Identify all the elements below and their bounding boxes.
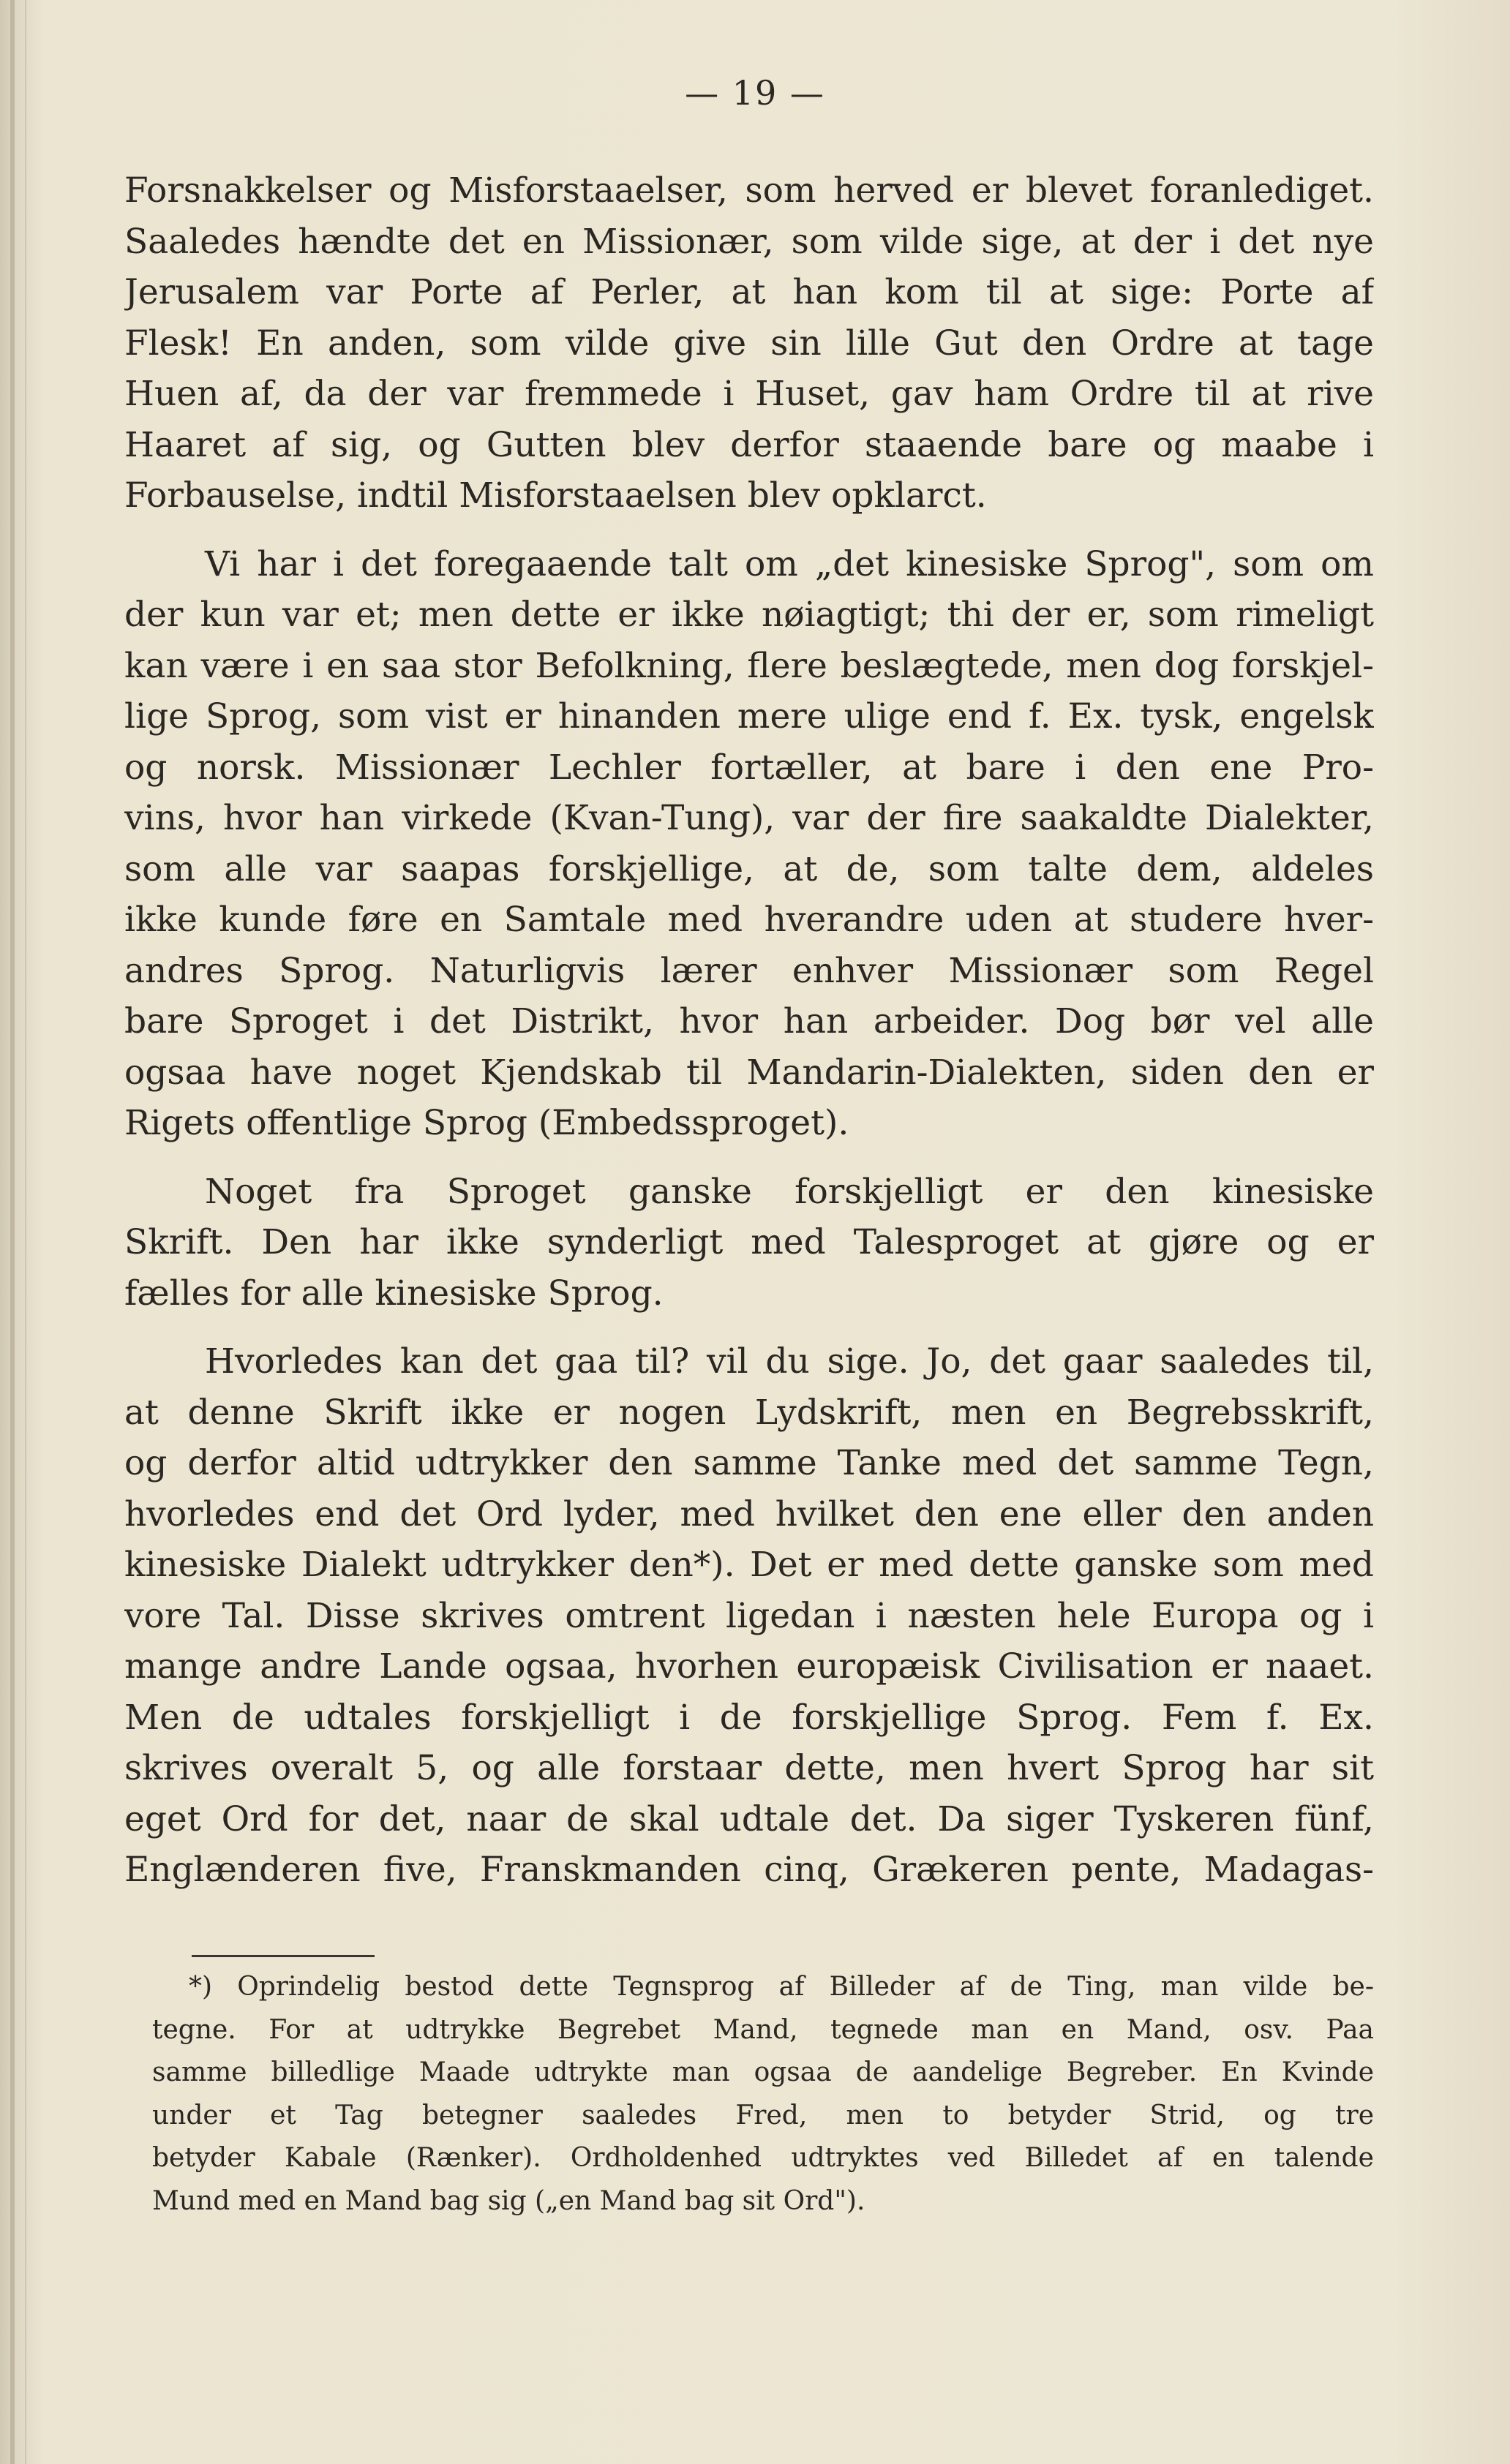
footnote-divider xyxy=(192,1955,375,1957)
text-line: Flesk! En anden, som vilde give sin lille Gut den Ordre at tage xyxy=(124,323,1374,363)
paragraph-4 xyxy=(124,1336,1374,1896)
text-line: Saaledes hændte det en Missionær, som vilde sige, at der i det nye xyxy=(124,221,1374,262)
text-line: kinesiske Dialekt udtrykker den*). Det er med dette ganske som med xyxy=(124,1545,1374,1585)
text-line: at denne Skrift ikke er nogen Lydskrift, men en Begrebsskrift, xyxy=(124,1392,1374,1433)
paragraph-1 xyxy=(124,165,1374,521)
text-line: Vi har i det foregaaende talt om „det kinesiske Sprog", som om xyxy=(205,543,1374,584)
text-line: Men de udtales forskjelligt i de forskjellige Sprog. Fem f. Ex. xyxy=(124,1697,1374,1738)
paragraph-2 xyxy=(124,539,1374,1149)
text-line: der kun var et; men dette er ikke nøiagtigt; thi der er, som rimeligt xyxy=(124,595,1374,635)
text-line: Forbauselse, indtil Misforstaaelsen blev opklarct. xyxy=(124,475,987,516)
footnote-line: betyder Kabale (Rænker). Ordholdenhed udtryktes ved Billedet af en talende xyxy=(152,2143,1374,2173)
text-line: Rigets offentlige Sprog (Embedssproget). xyxy=(124,1103,849,1143)
text-line: Hvorledes kan det gaa til? vil du sige. Jo, det gaar saaledes til, xyxy=(205,1341,1374,1382)
text-line: Jerusalem var Porte af Perler, at han kom til at sige: Porte af xyxy=(124,272,1374,312)
text-line: skrives overalt 5, og alle forstaar dette, men hvert Sprog har sit xyxy=(124,1748,1374,1788)
text-line: og norsk. Missionær Lechler fortæller, at bare i den ene Pro- xyxy=(124,747,1374,788)
text-line: og derfor altid udtrykker den samme Tanke med det samme Tegn, xyxy=(124,1443,1374,1483)
text-line: vore Tal. Disse skrives omtrent ligedan i næsten hele Europa og i xyxy=(124,1595,1374,1636)
text-line: fælles for alle kinesiske Sprog. xyxy=(124,1273,664,1314)
page-number: — 19 — xyxy=(685,73,825,113)
text-line: Englænderen five, Franskmanden cinq, Grækeren pente, Madagas- xyxy=(124,1850,1374,1890)
text-line: som alle var saapas forskjellige, at de, som talte dem, aldeles xyxy=(124,848,1374,889)
text-line: hvorledes end det Ord lyder, med hvilket den ene eller den anden xyxy=(124,1493,1374,1534)
text-line: Noget fra Sproget ganske forskjelligt er den kinesiske xyxy=(205,1171,1374,1212)
footnote xyxy=(152,1966,1374,2223)
footnote-line: under et Tag betegner saaledes Fred, men to betyder Strid, og tre xyxy=(152,2100,1374,2130)
footnote-line: samme billedlige Maade udtrykte man ogsaa de aandelige Begreber. En Kvinde xyxy=(152,2057,1374,2087)
text-line: eget Ord for det, naar de skal udtale det. Da siger Tyskeren fünf, xyxy=(124,1798,1374,1839)
main-text xyxy=(124,165,1374,1896)
book-gutter-line xyxy=(25,0,26,2464)
text-line: lige Sprog, som vist er hinanden mere ulige end f. Ex. tysk, engelsk xyxy=(124,696,1374,736)
text-line: Skrift. Den har ikke synderligt med Talesproget at gjøre og er xyxy=(124,1222,1374,1262)
text-line: ikke kunde føre en Samtale med hverandre uden at studere hver- xyxy=(124,900,1374,940)
text-line: vins, hvor han virkede (Kvan-Tung), var der fire saakaldte Dialekter, xyxy=(124,798,1374,838)
text-line: ogsaa have noget Kjendskab til Mandarin-Dialekten, siden den er xyxy=(124,1052,1374,1093)
paragraph-3 xyxy=(124,1167,1374,1319)
text-line: Haaret af sig, og Gutten blev derfor staaende bare og maabe i xyxy=(124,424,1374,465)
text-line: Huen af, da der var fremmede i Huset, gav ham Ordre til at rive xyxy=(124,374,1374,414)
text-line: mange andre Lande ogsaa, hvorhen europæisk Civilisation er naaet. xyxy=(124,1646,1374,1687)
footnote-line: *) Oprindelig bestod dette Tegnsprog af Billeder af de Ting, man vilde be- xyxy=(189,1972,1374,2002)
book-spine-shadow xyxy=(10,0,15,2464)
text-line: bare Sproget i det Distrikt, hvor han arbeider. Dog bør vel alle xyxy=(124,1001,1374,1041)
footnote-line: Mund med en Mand bag sig („en Mand bag sit Ord"). xyxy=(152,2185,865,2216)
text-line: Forsnakkelser og Misforstaaelser, som herved er blevet foranlediget. xyxy=(124,170,1374,211)
footnote-line: tegne. For at udtrykke Begrebet Mand, tegnede man en Mand, osv. Paa xyxy=(152,2014,1374,2045)
text-line: andres Sprog. Naturligvis lærer enhver Missionær som Regel xyxy=(124,950,1374,991)
text-line: kan være i en saa stor Befolkning, flere beslægtede, men dog forskjel- xyxy=(124,645,1374,686)
